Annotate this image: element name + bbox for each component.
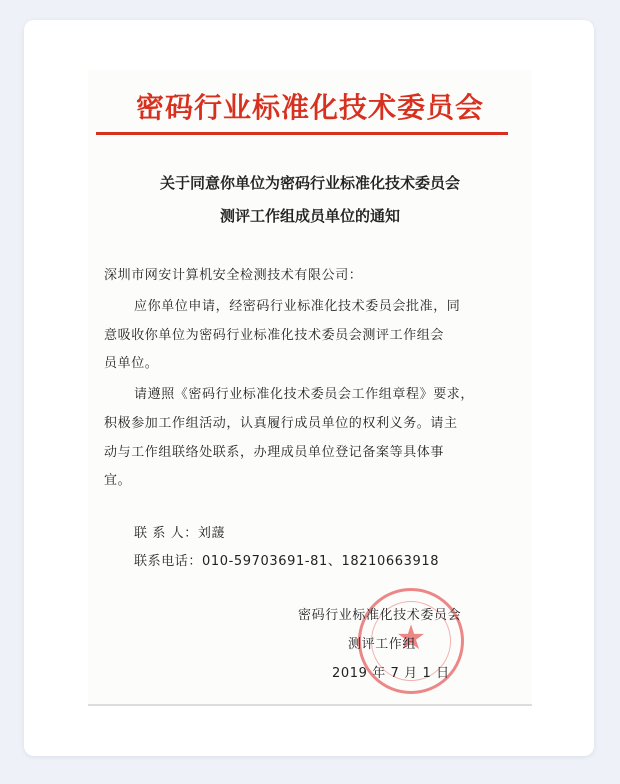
paragraph-line: 意吸收你单位为密码行业标准化技术委员会测评工作组会 [104,328,445,343]
org-header: 密码行业标准化技术委员会 [135,91,484,124]
salutation: 深圳市网安计算机安全检测技术有限公司： [104,268,363,283]
paragraph-line: 请遵照《密码行业标准化技术委员会工作组章程》要求， [134,387,475,402]
signature-org: 密码行业标准化技术委员会 [298,608,462,623]
header-divider [96,132,508,135]
paragraph-line: 应你单位申请，经密码行业标准化技术委员会批准，同 [134,299,461,314]
paragraph-line: 动与工作组联络处联系，办理成员单位登记备案等具体事 [104,445,445,460]
signature-group: 测评工作组 [348,637,417,652]
paragraph-line: 宜。 [104,473,132,488]
notice-title-line-1: 关于同意你单位为密码行业标准化技术委员会 [159,174,460,192]
contact-person: 联 系 人：刘蘐 [134,526,226,541]
paragraph-line: 积极参加工作组活动，认真履行成员单位的权利义务。请主 [104,416,458,431]
paragraph-line: 员单位。 [104,356,159,371]
signature-date: 2019 年 7 月 1 日 [332,666,450,681]
seal-star-icon: ★ [395,618,427,658]
contact-phone: 联系电话：010-59703691-81、18210663918 [134,554,440,569]
notice-title-line-2: 测评工作组成员单位的通知 [219,207,400,225]
